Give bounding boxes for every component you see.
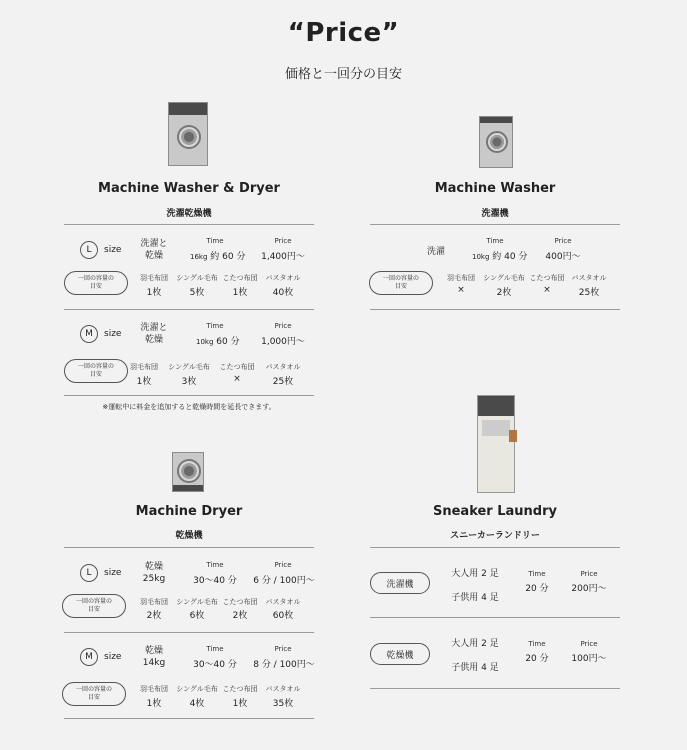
capacity-pill: 一回の容量の 目安 xyxy=(62,682,126,706)
capacity-pill: 一回の容量の 目安 xyxy=(64,359,128,383)
adult-capacity: 大人用 2 足 xyxy=(451,639,499,649)
divider xyxy=(64,547,314,548)
divider xyxy=(64,632,314,633)
price-value: 1,400円〜 xyxy=(261,252,305,262)
time-value: 20 分 xyxy=(525,654,549,664)
towel-value: 40枚 xyxy=(272,288,294,298)
time-header: Time xyxy=(206,645,224,653)
sneaker-laundry-image xyxy=(477,395,515,493)
price-header: Price xyxy=(274,561,292,569)
towel-header: バスタオル xyxy=(265,363,301,371)
dryer-title: Machine Dryer xyxy=(135,504,243,519)
divider xyxy=(370,224,620,225)
towel-header: バスタオル xyxy=(265,274,301,282)
divider xyxy=(64,395,314,396)
price-header: Price xyxy=(274,322,292,330)
course-label: 洗濯と 乾燥 xyxy=(140,323,168,345)
towel-value: 60枚 xyxy=(272,611,294,621)
price-value: 400円〜 xyxy=(545,252,581,262)
kotatsu-value: 1枚 xyxy=(232,699,248,709)
futon-value: 1枚 xyxy=(146,288,162,298)
capacity-pill: 一回の容量の 目安 xyxy=(62,594,126,618)
size-badge-m: M xyxy=(80,648,98,666)
towel-header: バスタオル xyxy=(571,274,607,282)
course-label: 乾燥 14kg xyxy=(142,646,166,668)
price-value: 1,000円〜 xyxy=(261,337,305,347)
divider xyxy=(370,547,620,548)
kotatsu-value: × xyxy=(543,285,551,295)
time-header: Time xyxy=(206,561,224,569)
sneaker-title: Sneaker Laundry xyxy=(432,504,557,519)
futon-header: 羽毛布団 xyxy=(447,274,475,282)
kotatsu-header: こたつ布団 xyxy=(219,363,255,371)
blanket-value: 3枚 xyxy=(181,377,197,387)
size-label: size xyxy=(104,568,122,578)
blanket-header: シングル毛布 xyxy=(483,274,525,282)
time-value: 10kg 60 分 xyxy=(196,337,240,347)
time-value: 10kg 約 40 分 xyxy=(472,252,528,262)
time-value: 30〜40 分 xyxy=(193,660,237,670)
blanket-header: シングル毛布 xyxy=(176,598,218,606)
price-header: Price xyxy=(554,237,572,245)
size-label: size xyxy=(104,652,122,662)
size-badge-l: L xyxy=(80,241,98,259)
price-value: 6 分 / 100円〜 xyxy=(253,576,315,586)
page-title: “Price” xyxy=(287,18,400,48)
price-value: 200円〜 xyxy=(571,584,607,594)
divider xyxy=(370,617,620,618)
futon-header: 羽毛布団 xyxy=(140,598,168,606)
kotatsu-header: こたつ布団 xyxy=(222,274,258,282)
blanket-value: 6枚 xyxy=(189,611,205,621)
washer-title: Machine Washer xyxy=(434,181,556,196)
sneaker-washer-pill: 洗濯機 xyxy=(370,572,430,594)
dryer-subtitle: 乾燥機 xyxy=(175,531,203,541)
washer-subtitle: 洗濯機 xyxy=(481,209,509,219)
dryer-image xyxy=(172,452,204,492)
futon-value: 2枚 xyxy=(146,611,162,621)
divider xyxy=(64,309,314,310)
course-label: 洗濯と 乾燥 xyxy=(140,239,168,261)
futon-value: 1枚 xyxy=(136,377,152,387)
towel-value: 25枚 xyxy=(578,288,600,298)
size-label: size xyxy=(104,245,122,255)
blanket-header: シングル毛布 xyxy=(176,274,218,282)
price-value: 100円〜 xyxy=(571,654,607,664)
child-capacity: 子供用 4 足 xyxy=(451,593,499,603)
time-value: 30〜40 分 xyxy=(193,576,237,586)
adult-capacity: 大人用 2 足 xyxy=(451,569,499,579)
washer-dryer-title: Machine Washer & Dryer xyxy=(98,181,280,196)
time-value: 20 分 xyxy=(525,584,549,594)
size-badge-l: L xyxy=(80,564,98,582)
time-value: 16kg 約 60 分 xyxy=(190,252,246,262)
washer-dryer-subtitle: 洗濯乾燥機 xyxy=(166,209,212,219)
size-label: size xyxy=(104,329,122,339)
price-header: Price xyxy=(274,645,292,653)
towel-value: 25枚 xyxy=(272,377,294,387)
towel-value: 35枚 xyxy=(272,699,294,709)
course-label: 乾燥 25kg xyxy=(142,562,166,584)
blanket-value: 2枚 xyxy=(496,288,512,298)
futon-value: 1枚 xyxy=(146,699,162,709)
course-label: 洗濯 xyxy=(426,247,445,257)
time-header: Time xyxy=(528,570,546,578)
page-subtitle: 価格と一回分の目安 xyxy=(284,67,402,82)
sneaker-dryer-pill: 乾燥機 xyxy=(370,643,430,665)
sneaker-subtitle: スニーカーランドリー xyxy=(450,531,540,541)
futon-value: × xyxy=(457,285,465,295)
washer-dryer-image xyxy=(168,102,208,166)
futon-header: 羽毛布団 xyxy=(140,685,168,693)
price-value: 8 分 / 100円〜 xyxy=(253,660,315,670)
divider xyxy=(64,718,314,719)
kotatsu-value: 2枚 xyxy=(232,611,248,621)
time-header: Time xyxy=(528,640,546,648)
kotatsu-header: こたつ布団 xyxy=(222,598,258,606)
capacity-pill: 一回の容量の 目安 xyxy=(64,271,128,295)
kotatsu-value: 1枚 xyxy=(232,288,248,298)
blanket-value: 5枚 xyxy=(189,288,205,298)
futon-header: 羽毛布団 xyxy=(140,274,168,282)
divider xyxy=(370,309,620,310)
futon-header: 羽毛布団 xyxy=(130,363,158,371)
size-badge-m: M xyxy=(80,325,98,343)
capacity-pill: 一回の容量の 目安 xyxy=(369,271,433,295)
kotatsu-header: こたつ布団 xyxy=(222,685,258,693)
price-header: Price xyxy=(580,640,598,648)
divider xyxy=(370,688,620,689)
kotatsu-value: × xyxy=(233,374,241,384)
washer-image xyxy=(479,116,513,168)
time-header: Time xyxy=(206,322,224,330)
blanket-header: シングル毛布 xyxy=(168,363,210,371)
divider xyxy=(64,224,314,225)
blanket-header: シングル毛布 xyxy=(176,685,218,693)
price-header: Price xyxy=(274,237,292,245)
extension-note: ※運転中に料金を追加すると乾燥時間を延長できます。 xyxy=(102,403,276,411)
towel-header: バスタオル xyxy=(265,685,301,693)
kotatsu-header: こたつ布団 xyxy=(529,274,565,282)
blanket-value: 4枚 xyxy=(189,699,205,709)
time-header: Time xyxy=(206,237,224,245)
towel-header: バスタオル xyxy=(265,598,301,606)
time-header: Time xyxy=(486,237,504,245)
price-header: Price xyxy=(580,570,598,578)
child-capacity: 子供用 4 足 xyxy=(451,663,499,673)
